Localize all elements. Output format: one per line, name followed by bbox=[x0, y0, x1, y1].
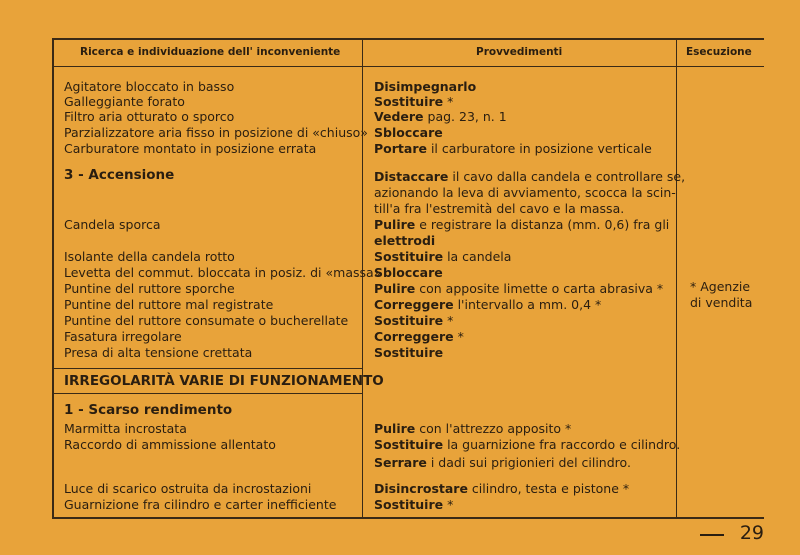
header-problem: Ricerca e individuazione dell' inconveniente bbox=[80, 46, 341, 58]
problem-text: Isolante della candela rotto bbox=[64, 249, 235, 264]
problem-text: Carburatore montato in posizione errata bbox=[64, 141, 317, 156]
table-bottom-border bbox=[52, 517, 764, 519]
problem-text: Fasatura irregolare bbox=[64, 329, 182, 344]
problem-text: Luce di scarico ostruita da incrostazioni bbox=[64, 481, 312, 496]
section-divider bbox=[53, 368, 362, 369]
problem-text: Marmitta incrostata bbox=[64, 421, 187, 436]
section-heading-accensione: 3 - Accensione bbox=[64, 167, 175, 183]
problem-text: Filtro aria otturato o sporco bbox=[64, 109, 235, 124]
remedy-text: Portare il carburatore in posizione verticale bbox=[374, 141, 652, 156]
problem-text: Puntine del ruttore mal registrate bbox=[64, 297, 274, 312]
page-number-dash bbox=[700, 534, 724, 536]
header-remedy: Provvedimenti bbox=[476, 46, 563, 58]
remedy-text: elettrodi bbox=[374, 233, 436, 248]
problem-text: Guarnizione fra cilindro e carter inefficiente bbox=[64, 497, 337, 512]
section-heading-rendimento: 1 - Scarso rendimento bbox=[64, 402, 233, 418]
remedy-text: Sostituire la candela bbox=[374, 249, 512, 264]
section-divider bbox=[53, 393, 362, 394]
remedy-text: Pulire con l'attrezzo apposito * bbox=[374, 421, 572, 436]
section-heading-irregolarita: IRREGOLARITÀ VARIE DI FUNZIONAMENTO bbox=[64, 373, 384, 389]
remedy-text: Disincrostare cilindro, testa e pistone * bbox=[374, 481, 630, 496]
remedy-text: azionando la leva di avviamento, scocca la scin- bbox=[374, 185, 676, 200]
problem-text: Puntine del ruttore consumate o bucherellate bbox=[64, 313, 349, 328]
remedy-text: Distaccare il cavo dalla candela e controllare se, bbox=[374, 169, 686, 184]
problem-text: Presa di alta tensione crettata bbox=[64, 345, 253, 360]
problem-text: Levetta del commut. bloccata in posiz. di «massa» bbox=[64, 265, 382, 280]
problem-text: Raccordo di ammissione allentato bbox=[64, 437, 276, 452]
remedy-text: Pulire con apposite limette o carta abrasiva * bbox=[374, 281, 664, 296]
problem-text: Puntine del ruttore sporche bbox=[64, 281, 235, 296]
problem-text: Galleggiante forato bbox=[64, 94, 185, 109]
remedy-text: Serrare i dadi sui prigionieri del cilindro. bbox=[374, 455, 631, 470]
remedy-text: Sostituire bbox=[374, 345, 444, 360]
problem-text: Agitatore bloccato in basso bbox=[64, 79, 235, 94]
execution-note: di vendita bbox=[690, 295, 753, 310]
remedy-text: Correggere l'intervallo a mm. 0,4 * bbox=[374, 297, 602, 312]
remedy-text: Sbloccare bbox=[374, 125, 443, 140]
problem-text: Parzializzatore aria fisso in posizione di «chiuso» bbox=[64, 125, 368, 140]
remedy-text: Pulire e registrare la distanza (mm. 0,6) fra gli bbox=[374, 217, 670, 232]
remedy-text: Sostituire * bbox=[374, 313, 454, 328]
header-bottom-border bbox=[52, 66, 764, 67]
table-top-border bbox=[52, 38, 764, 40]
remedy-text: Vedere pag. 23, n. 1 bbox=[374, 109, 507, 124]
remedy-text: Sostituire * bbox=[374, 94, 454, 109]
execution-note: * Agenzie bbox=[690, 279, 751, 294]
remedy-text: Sostituire la guarnizione fra raccordo e cilindro. bbox=[374, 437, 681, 452]
remedy-text: Sostituire * bbox=[374, 497, 454, 512]
problem-text: Candela sporca bbox=[64, 217, 161, 232]
remedy-text: Sbloccare bbox=[374, 265, 443, 280]
page-number: 29 bbox=[739, 522, 764, 544]
remedy-text: till'a fra l'estremità del cavo e la massa. bbox=[374, 201, 625, 216]
remedy-text: Disimpegnarlo bbox=[374, 79, 477, 94]
remedy-text: Correggere * bbox=[374, 329, 464, 344]
header-execution: Esecuzione bbox=[686, 46, 752, 58]
table-left-border bbox=[52, 38, 54, 518]
